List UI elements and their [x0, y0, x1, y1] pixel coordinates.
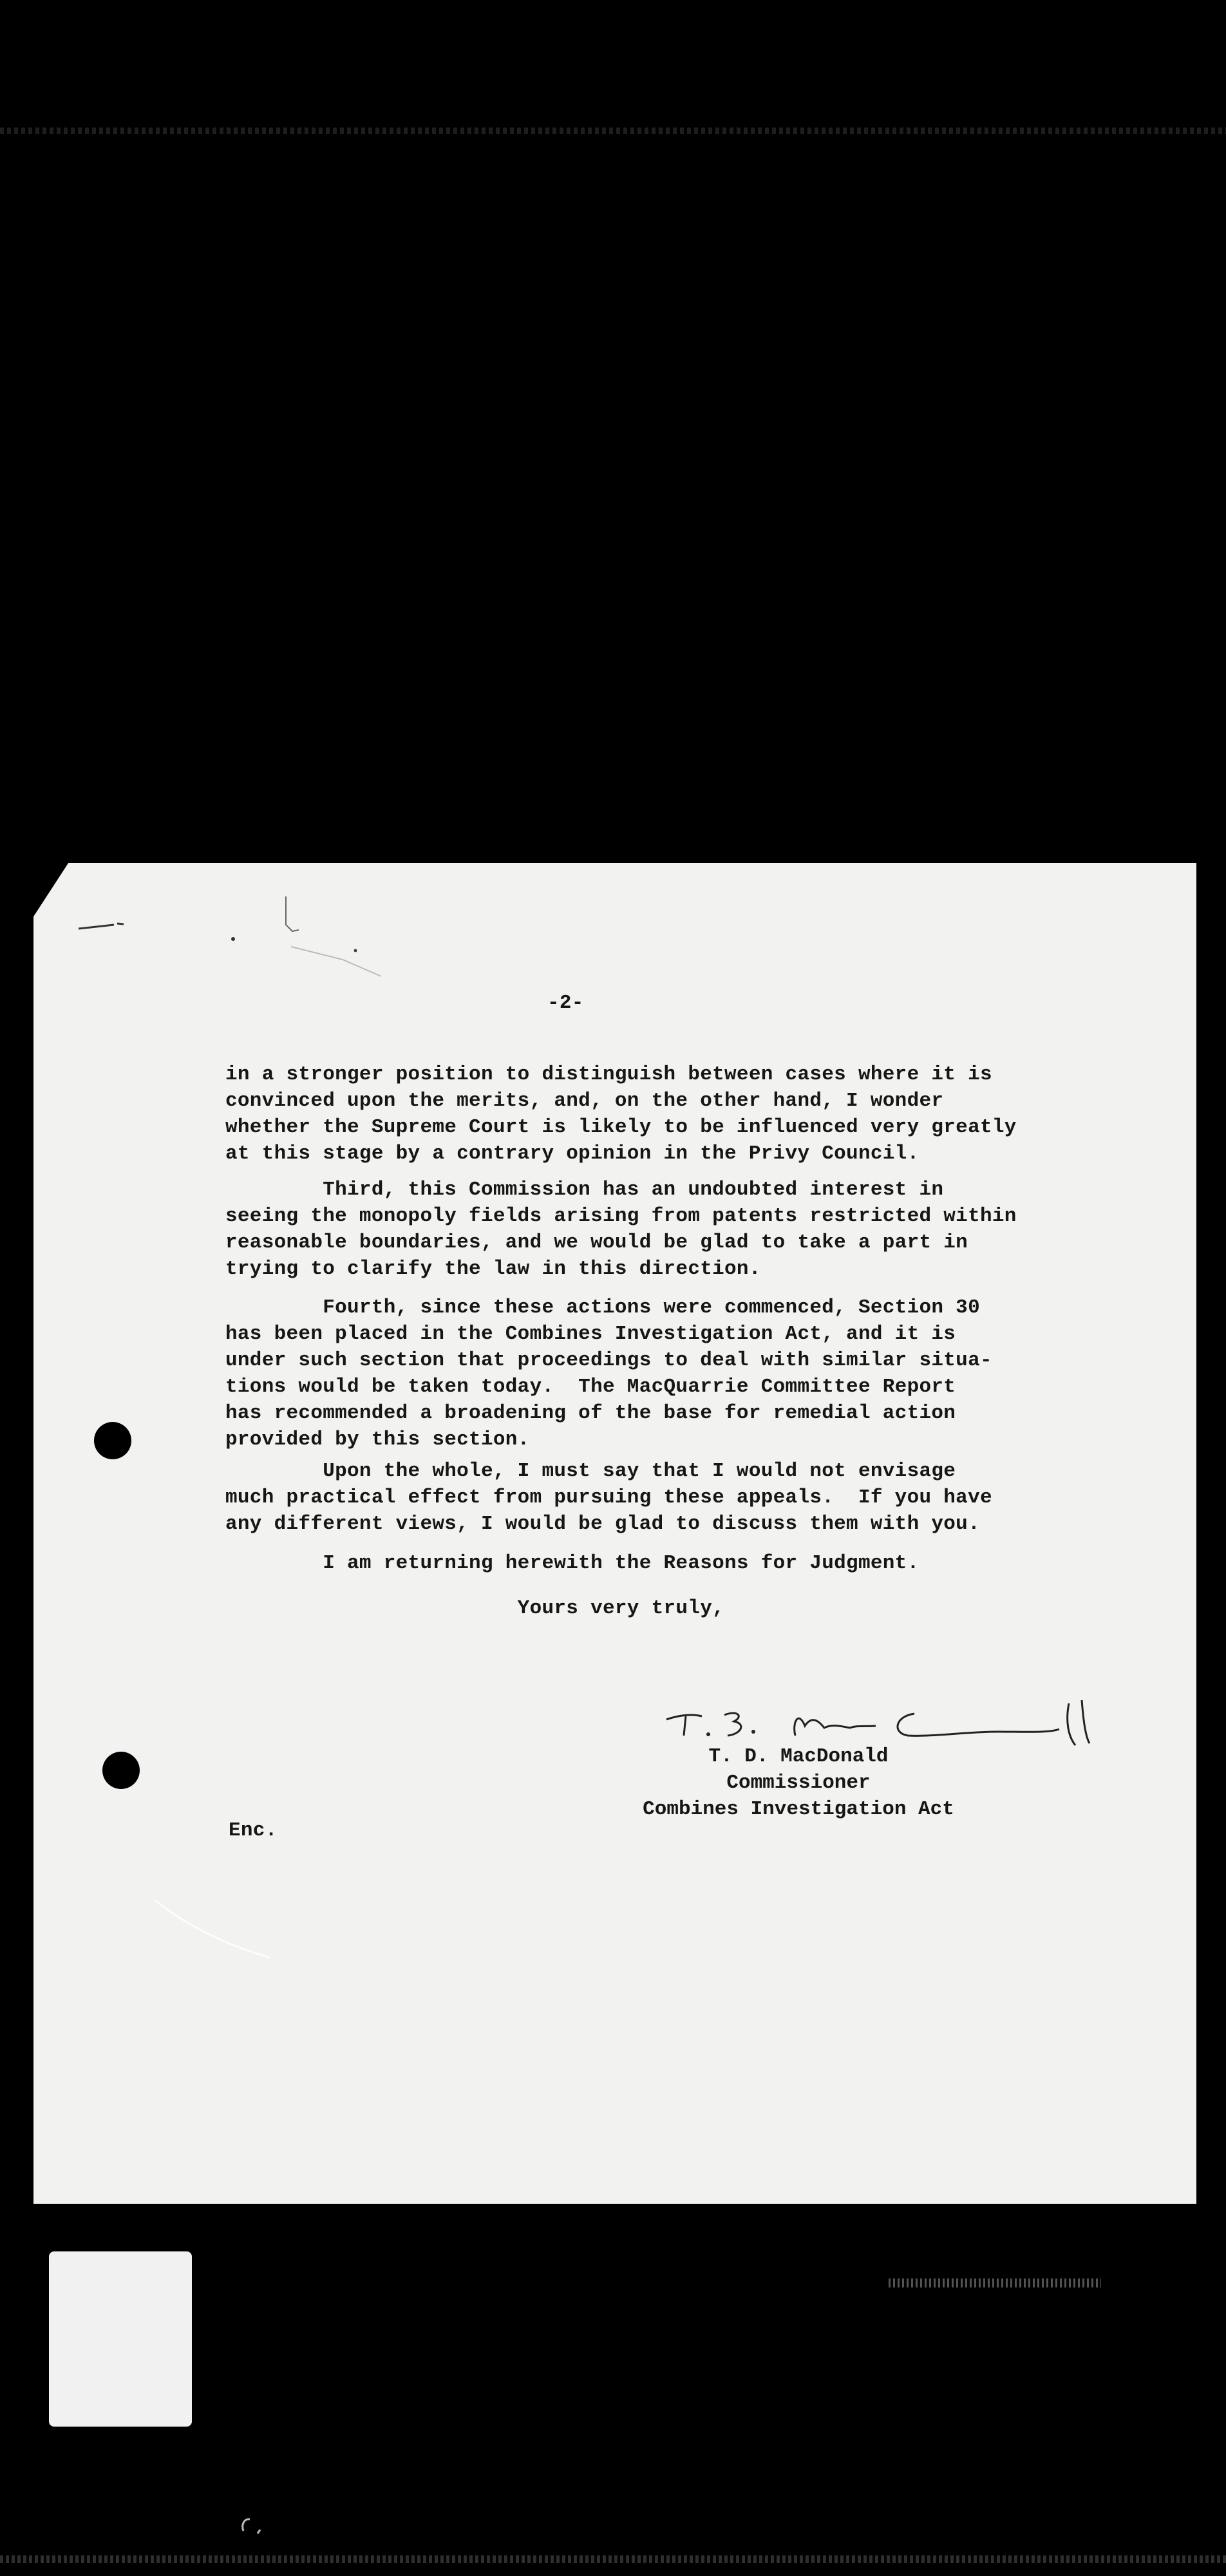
- paragraph-third: [225, 1177, 1017, 1282]
- paragraph-continuation: [225, 1061, 1017, 1167]
- page-number: -2-: [547, 992, 584, 1014]
- text-line: has recommended a broadening of the base for remedial action: [225, 1402, 956, 1425]
- scan-artifact: [889, 2278, 1101, 2287]
- closing-salutation: [225, 1595, 724, 1622]
- scan-mark: [238, 2512, 277, 2537]
- paragraph-returning: [225, 1550, 919, 1577]
- text-line: provided by this section.: [225, 1428, 530, 1451]
- signature-block: [631, 1743, 966, 1823]
- text-line: seeing the monopoly fields arising from patents restricted within: [225, 1205, 1017, 1227]
- text-line: has been placed in the Combines Investigation Act, and it is: [225, 1323, 956, 1345]
- scan-bottom-edge: [0, 2555, 1226, 2563]
- paper-scratch: [148, 1893, 277, 1971]
- paragraph-upon-the-whole: [225, 1458, 992, 1537]
- signatory-title: Commissioner: [726, 1772, 871, 1794]
- handwritten-signature: [663, 1690, 1114, 1752]
- text-line: at this stage by a contrary opinion in the Privy Council.: [225, 1142, 920, 1165]
- paragraph-fourth: [225, 1294, 992, 1453]
- punch-hole: [102, 1752, 140, 1789]
- text-line: whether the Supreme Court is likely to be influenced very greatly: [225, 1116, 1017, 1139]
- text-line: tions would be taken today. The MacQuarrie Committee Report: [225, 1376, 956, 1398]
- text-line: Yours very truly,: [225, 1597, 725, 1620]
- text-line: convinced upon the merits, and, on the other hand, I wonder: [225, 1090, 944, 1112]
- signatory-organization: Combines Investigation Act: [643, 1798, 954, 1821]
- text-line: Third, this Commission has an undoubted interest in: [225, 1179, 944, 1201]
- text-line: reasonable boundaries, and we would be glad to take a part in: [225, 1231, 968, 1254]
- text-line: in a stronger position to distinguish between cases where it is: [225, 1063, 992, 1086]
- punch-hole: [94, 1422, 131, 1459]
- paper-specks: [33, 863, 420, 1018]
- text-line: any different views, I would be glad to discuss them with you.: [225, 1513, 980, 1535]
- text-line: under such section that proceedings to deal with similar situa-: [225, 1349, 992, 1372]
- text-line: Fourth, since these actions were commenced, Section 30: [225, 1296, 980, 1319]
- scan-tab-marker: [49, 2251, 192, 2427]
- text-line: Upon the whole, I must say that I would not envisage: [225, 1460, 956, 1482]
- scan-top-edge: [0, 128, 1226, 134]
- text-line: much practical effect from pursuing these appeals. If you have: [225, 1486, 992, 1509]
- enclosure-note: Enc.: [229, 1819, 278, 1842]
- signatory-name: T. D. MacDonald: [708, 1745, 889, 1768]
- text-line: I am returning herewith the Reasons for Judgment.: [225, 1552, 920, 1575]
- text-line: trying to clarify the law in this direction.: [225, 1258, 761, 1280]
